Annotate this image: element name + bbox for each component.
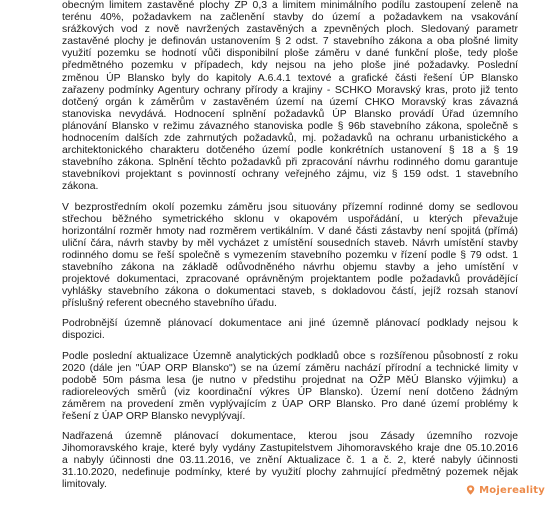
text-line: hodnocením dalších zde zahrnutých požadavků, mj. požadavků na ochranu urbanistického a	[62, 133, 518, 145]
text-line: 2020 (dále jen "ÚAP ORP Blansko") se na území záměru nachází přírodní a technické limity v	[62, 362, 518, 374]
text-line: příslušný referent obecného stavebního úřadu.	[62, 298, 277, 310]
text-line: předmětného pozemku v případech, kdy nejsou na jeho ploše jiné požadavky. Poslední	[62, 60, 518, 72]
text-line: V bezprostředním okolí pozemku záměru jsou situovány přízemní rodinné domy se sedlovou	[62, 201, 518, 213]
paragraph	[62, 318, 518, 342]
watermark	[465, 475, 545, 505]
text-line: záměrem na provedení změn vyplývajícím z ÚAP ORP Blansko. Pro dané území problémy k	[62, 398, 518, 410]
text-line: zastavěné plochy je definován ustanovením § 2 odst. 7 stavebního zákona a oba plošné limity	[62, 36, 518, 48]
text-line: stanoviska nevydává. Hodnocení splnění požadavků ÚP Blansko provádí Úřad územního	[62, 108, 518, 120]
watermark-text: Mojereality	[479, 484, 545, 496]
text-line: Podle poslední aktualizace Územně analytických podkladů obce s rozšířenou působností z roku	[62, 350, 518, 362]
text-line: projektové dokumentaci, zpracované oprávněným projektantem podle požadavků provádějící	[62, 274, 518, 286]
document-body	[62, 0, 518, 500]
text-line: řešení z ÚAP ORP Blansko nevyplývají.	[62, 411, 246, 422]
text-line: dotčený orgán k záměrům v zastavěném území na území CHKO Moravský kras závazná	[62, 96, 518, 108]
text-line: podobě 50m pásma lesa (je nutno v předstihu projednat na OŽP MěÚ Blansko výjimku) a	[62, 374, 518, 386]
paragraph	[62, 351, 518, 424]
text-line: terénu 40%, požadavkem na začlenění stavby do území a požadavkem na vsakování	[62, 12, 518, 24]
text-line: stavebního zákona. Splnění těchto požadavků při zpracování návrhu rodinného domu garantuje	[62, 157, 518, 169]
text-line: stavebního zákona na základě odůvodněného návrhu objemu stavby a jeho umístění v	[62, 261, 518, 273]
text-line: vyhlášky stavebního zákona o dokumentaci staveb, s dokladovou částí, jejíž rozsah stanoví	[62, 286, 518, 298]
paragraph	[62, 202, 518, 311]
paragraph	[62, 0, 518, 194]
text-line: rodinného domu se řeší společně s vymezením stavebního pozemku v řízení podle § 79 odst. 1	[62, 249, 518, 261]
text-line: a nabyly účinnosti dne 03.11.2016, ve znění Aktualizace č. 1 a č. 2, které nabyly účinnosti	[62, 455, 518, 467]
text-line: architektonického charakteru dotčeného území podle konkrétních ustanovení § 18 a § 19	[62, 145, 518, 157]
text-line: 31.10.2020, nedefinuje podmínky, které by využití plochy zahrnující předmětný pozemek nějak	[62, 467, 518, 479]
text-line: Jihomoravského kraje, které byly vydány Zastupitelstvem Jihomoravského kraje dne 05.10.2016	[62, 443, 518, 455]
text-line: střechou běžného symetrického sklonu v okapovém uspořádání, u kterých převažuje	[62, 213, 518, 225]
text-line: plánování Blansko v režimu závazného stanoviska podle § 96b stavebního zákona, společně s	[62, 120, 518, 132]
text-line: obecným limitem zastavěné plochy ZP 0,3 a limitem minimálního podílu zastoupení zeleně na	[62, 0, 518, 11]
text-line: zařazeny podmínky Agentury ochrany přírody a krajiny - SCHKO Moravský kras, proto již tento	[62, 84, 518, 96]
text-line: horizontální rozměr hmoty nad rozměrem vertikálním. V dané části zástavby není spojitá (přímá)	[62, 225, 518, 237]
text-line: radioreleových směrů (viz koordinační výkres ÚP Blansko). Území není dotčeno žádným	[62, 386, 518, 398]
text-line: stavebníkovi projektant s povinností ochrany veřejného zájmu, viz § 159 odst. 1 stavebního	[62, 169, 518, 181]
text-line: uliční čára, návrh stavby by měl vycházet z umístění sousedních staveb. Návrh umístění stavby	[62, 237, 518, 249]
text-line: využití pozemku se hodnotí vůči disponibilní ploše záměru v dané funkční ploše, tedy ploše	[62, 48, 518, 60]
text-line: dispozici.	[62, 330, 105, 342]
paragraph	[62, 431, 518, 491]
text-line: Nadřazená územně plánovací dokumentace, kterou jsou Zásady územního rozvoje	[62, 431, 518, 443]
text-line: limitovaly.	[62, 479, 107, 491]
text-line: zákona.	[62, 181, 99, 193]
location-pin-icon	[465, 484, 476, 496]
text-line: Podrobnější územně plánovací dokumentace ani jiné územně plánovací podklady nejsou k	[62, 318, 518, 330]
text-line: změnou ÚP Blansko byly do kapitoly A.6.4.1 textové a grafické části řešení ÚP Blansko	[62, 72, 518, 84]
text-line: srážkových vod z nově navržených zastavěných a zpevněných ploch. Sledovaný parametr	[62, 24, 518, 36]
